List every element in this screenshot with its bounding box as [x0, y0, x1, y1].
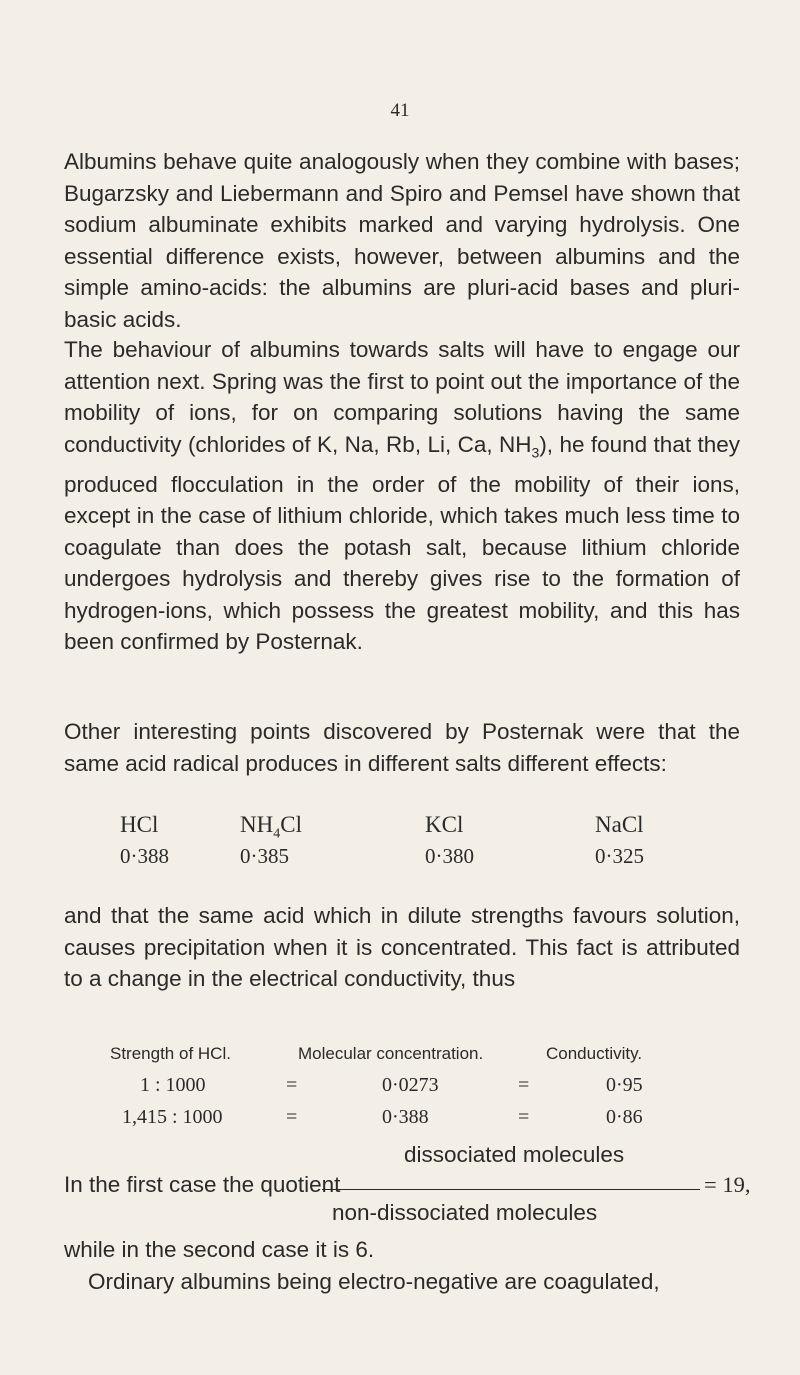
paragraph-concentration: and that the same acid which in dilute strengths favours solution, causes precipitation when it is concentrated. This fact is attributed to a change in the electrical conductivity, thus [64, 903, 740, 991]
quotient-lead-text: In the first case the quotient [64, 1172, 341, 1197]
quotient-denominator: non-dissociated molecules [332, 1200, 598, 1225]
header-concentration: Molecular concentration. [298, 1044, 484, 1063]
salt-name [595, 812, 740, 843]
salt-name-text: NaCl [595, 812, 644, 837]
paragraph-posternak: Other interesting points discovered by Posternak were that the same acid radical produces in different salts different effects: [64, 719, 740, 776]
strength-cell: 1,415 : 1000 [122, 1106, 223, 1128]
paragraph-second-case: while in the second case it is 6. [64, 1237, 375, 1262]
conductivity-cell: 0·86 [606, 1106, 643, 1128]
header-conductivity: Conductivity. [546, 1044, 643, 1063]
header-strength: Strength of HCl. [110, 1044, 231, 1063]
salt-name-text: KCl [425, 812, 464, 837]
salt-values-row [120, 844, 740, 869]
paragraph-albumins-salts [64, 334, 740, 658]
fraction-bar [322, 1189, 700, 1190]
quotient-formula [64, 1142, 751, 1242]
salt-value: 0·385 [240, 844, 289, 868]
equals-sign: = [286, 1074, 298, 1096]
salt-name [240, 812, 425, 843]
paragraph-text-part-1: The behaviour of albumins towards salts will have to engage our attention next. Spring was the first to point out the importance of the mobility of ions, for on comparing solutions having the same conductivity (chlorides of K, Na, Rb, Li, Ca, NH [64, 337, 740, 457]
equals-sign: = [518, 1074, 530, 1096]
salt-name [120, 812, 240, 843]
paragraph-ordinary-albumins: Ordinary albumins being electro-negative are coagulated, [88, 1269, 660, 1294]
salt-name-text: NH [240, 812, 274, 837]
concentration-cell: 0·388 [382, 1106, 429, 1128]
salt-name [425, 812, 595, 843]
page-number: 41 [390, 100, 410, 121]
strength-cell: 1 : 1000 [140, 1074, 206, 1096]
concentration-cell: 0·0273 [382, 1074, 439, 1096]
quotient-result: = 19, [704, 1172, 751, 1197]
subscript: 4 [273, 826, 281, 842]
conductivity-cell: 0·95 [606, 1074, 643, 1096]
paragraph-albumins-bases: Albumins behave quite analogously when they combine with bases; Bugarzsky and Liebermann and Spiro and Pemsel have shown that sodium albuminate exhibits marked and varying hydrolysis. One essential difference exists, however, between albumins and the simple amino-acids: the albumins are pluri-acid bases and pluri-basic acids. [64, 149, 740, 332]
salt-name-text: HCl [120, 812, 159, 837]
quotient-numerator: dissociated molecules [404, 1142, 625, 1167]
equals-sign: = [286, 1106, 298, 1128]
salt-value: 0·388 [120, 844, 169, 868]
salt-value: 0·380 [425, 844, 474, 868]
salt-value: 0·325 [595, 844, 644, 868]
salt-name-text: Cl [280, 812, 302, 837]
equals-sign: = [518, 1106, 530, 1128]
subscript: 3 [531, 444, 540, 460]
salt-names-row [120, 812, 740, 843]
paragraph-text-part-2: ), he found that they produced flocculation in the order of the mobility of their ions, except in the case of lithium chloride, which takes much less time to coagulate than does the potash salt, because lithium chloride undergoes hydrolysis and thereby gives rise to the formation of hydrogen-ions, which possess the greatest mobility, and this has been confirmed by Posternak. [64, 431, 740, 654]
